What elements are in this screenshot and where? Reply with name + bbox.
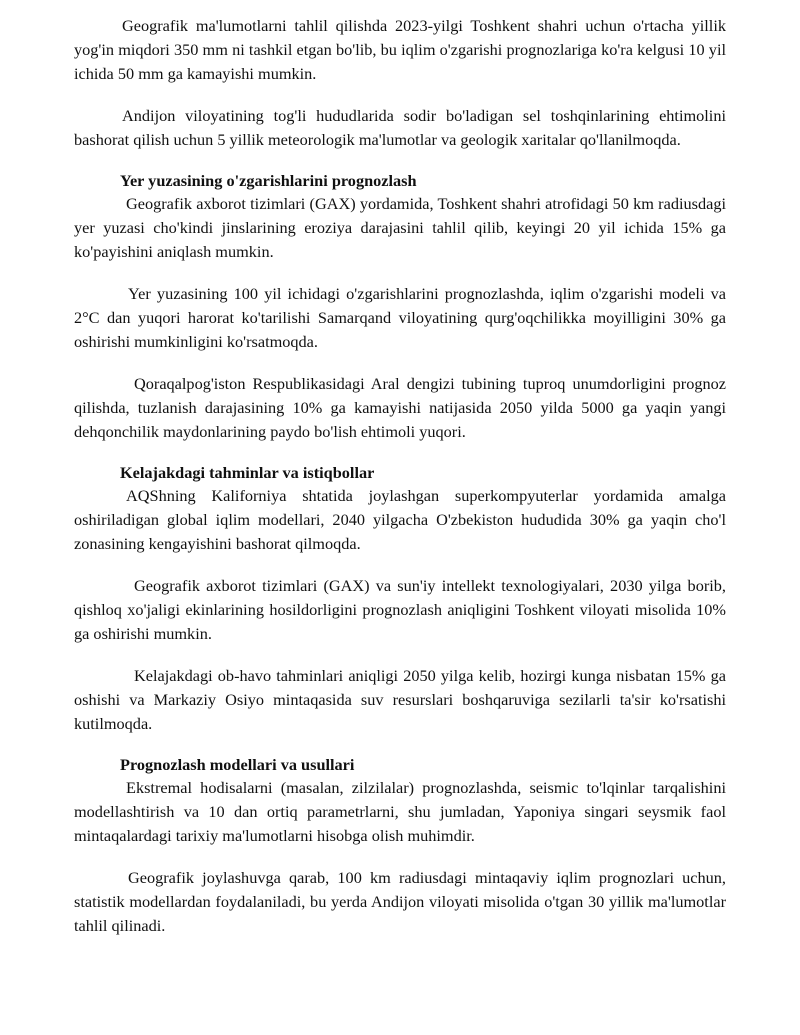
section3-paragraph-1: Ekstremal hodisalarni (masalan, zilzilalar) prognozlashda, seismic to'lqinlar tarqalishini modellashtirish va 10 dan ortiq parametrlarni, shu jumladan, Yaponiya singari seysmik faol mintaqalardagi tarixiy ma'lumotlarni hisobga olish muhimdir. (74, 778, 726, 845)
section3-paragraph-2: Geografik joylashuvga qarab, 100 km radiusdagi mintaqaviy iqlim prognozlari uchun, statistik modellardan foydalaniladi, bu yerda Andijon viloyati misolida o'tgan 30 yillik ma'lumotlar tahlil qilinadi. (74, 868, 726, 935)
section1-paragraph-1: Geografik axborot tizimlari (GAX) yordamida, Toshkent shahri atrofidagi 50 km radiusdagi yer yuzasi cho'kindi jinslarining eroziya darajasini tahlil qilib, keyingi 20 yil ichida 15% ga ko'payishini aniqlash mumkin. (74, 194, 726, 261)
section2-paragraph-3: Kelajakdagi ob-havo tahminlari aniqligi 2050 yilga kelib, hozirgi kunga nisbatan 15% ga oshishi va Markaziy Osiyo mintaqasida suv resurslari boshqaruviga sezilarli ta'sir ko'rsatishi kutilmoqda. (74, 666, 726, 733)
section-heading-forecast-models: Prognozlash modellari va usullari (120, 755, 355, 774)
intro-paragraph-1: Geografik ma'lumotlarni tahlil qilishda 2023-yilgi Toshkent shahri uchun o'rtacha yillik yog'in miqdori 350 mm ni tashkil etgan bo'lib, bu iqlim o'zgarishi prognozlariga ko'ra kelgusi 10 yil ichida 50 mm ga kamayishi mumkin. (74, 16, 726, 83)
section2-paragraph-2: Geografik axborot tizimlari (GAX) va sun'iy intellekt texnologiyalari, 2030 yilga borib, qishloq xo'jaligi ekinlarining hosildorligini prognozlash aniqligini Toshkent viloyati misolida 10% ga oshirishi mumkin. (74, 576, 726, 643)
section-heading-future-forecasts: Kelajakdagi tahminlar va istiqbollar (120, 463, 375, 482)
document-page (74, 14, 726, 938)
section2-paragraph-1: AQShning Kaliforniya shtatida joylashgan superkompyuterlar yordamida amalga oshiriladigan global iqlim modellari, 2040 yilgacha O'zbekiston hududida 30% ga yaqin cho'l zonasining kengayishini bashorat qilmoqda. (74, 486, 726, 553)
section1-paragraph-3: Qoraqalpog'iston Respublikasidagi Aral dengizi tubining tuproq unumdorligini prognoz qilishda, tuzlanish darajasining 10% ga kamayishi natijasida 2050 yilda 5000 ga yaqin yangi dehqonchilik maydonlarining paydo bo'lish ehtimoli yuqori. (74, 374, 726, 441)
section1-paragraph-2: Yer yuzasining 100 yil ichidagi o'zgarishlarini prognozlashda, iqlim o'zgarishi modeli va 2°C dan yuqori harorat ko'tarilishi Samarqand viloyatining qurg'oqchilikka moyilligini 30% ga oshirishi mumkinligini ko'rsatmoqda. (74, 284, 726, 351)
intro-paragraph-2: Andijon viloyatining tog'li hududlarida sodir bo'ladigan sel toshqinlarining ehtimolini bashorat qilish uchun 5 yillik meteorologik ma'lumotlar va geologik xaritalar qo'llanilmoqda. (74, 106, 726, 149)
section-heading-surface-changes: Yer yuzasining o'zgarishlarini prognozlash (120, 171, 417, 190)
